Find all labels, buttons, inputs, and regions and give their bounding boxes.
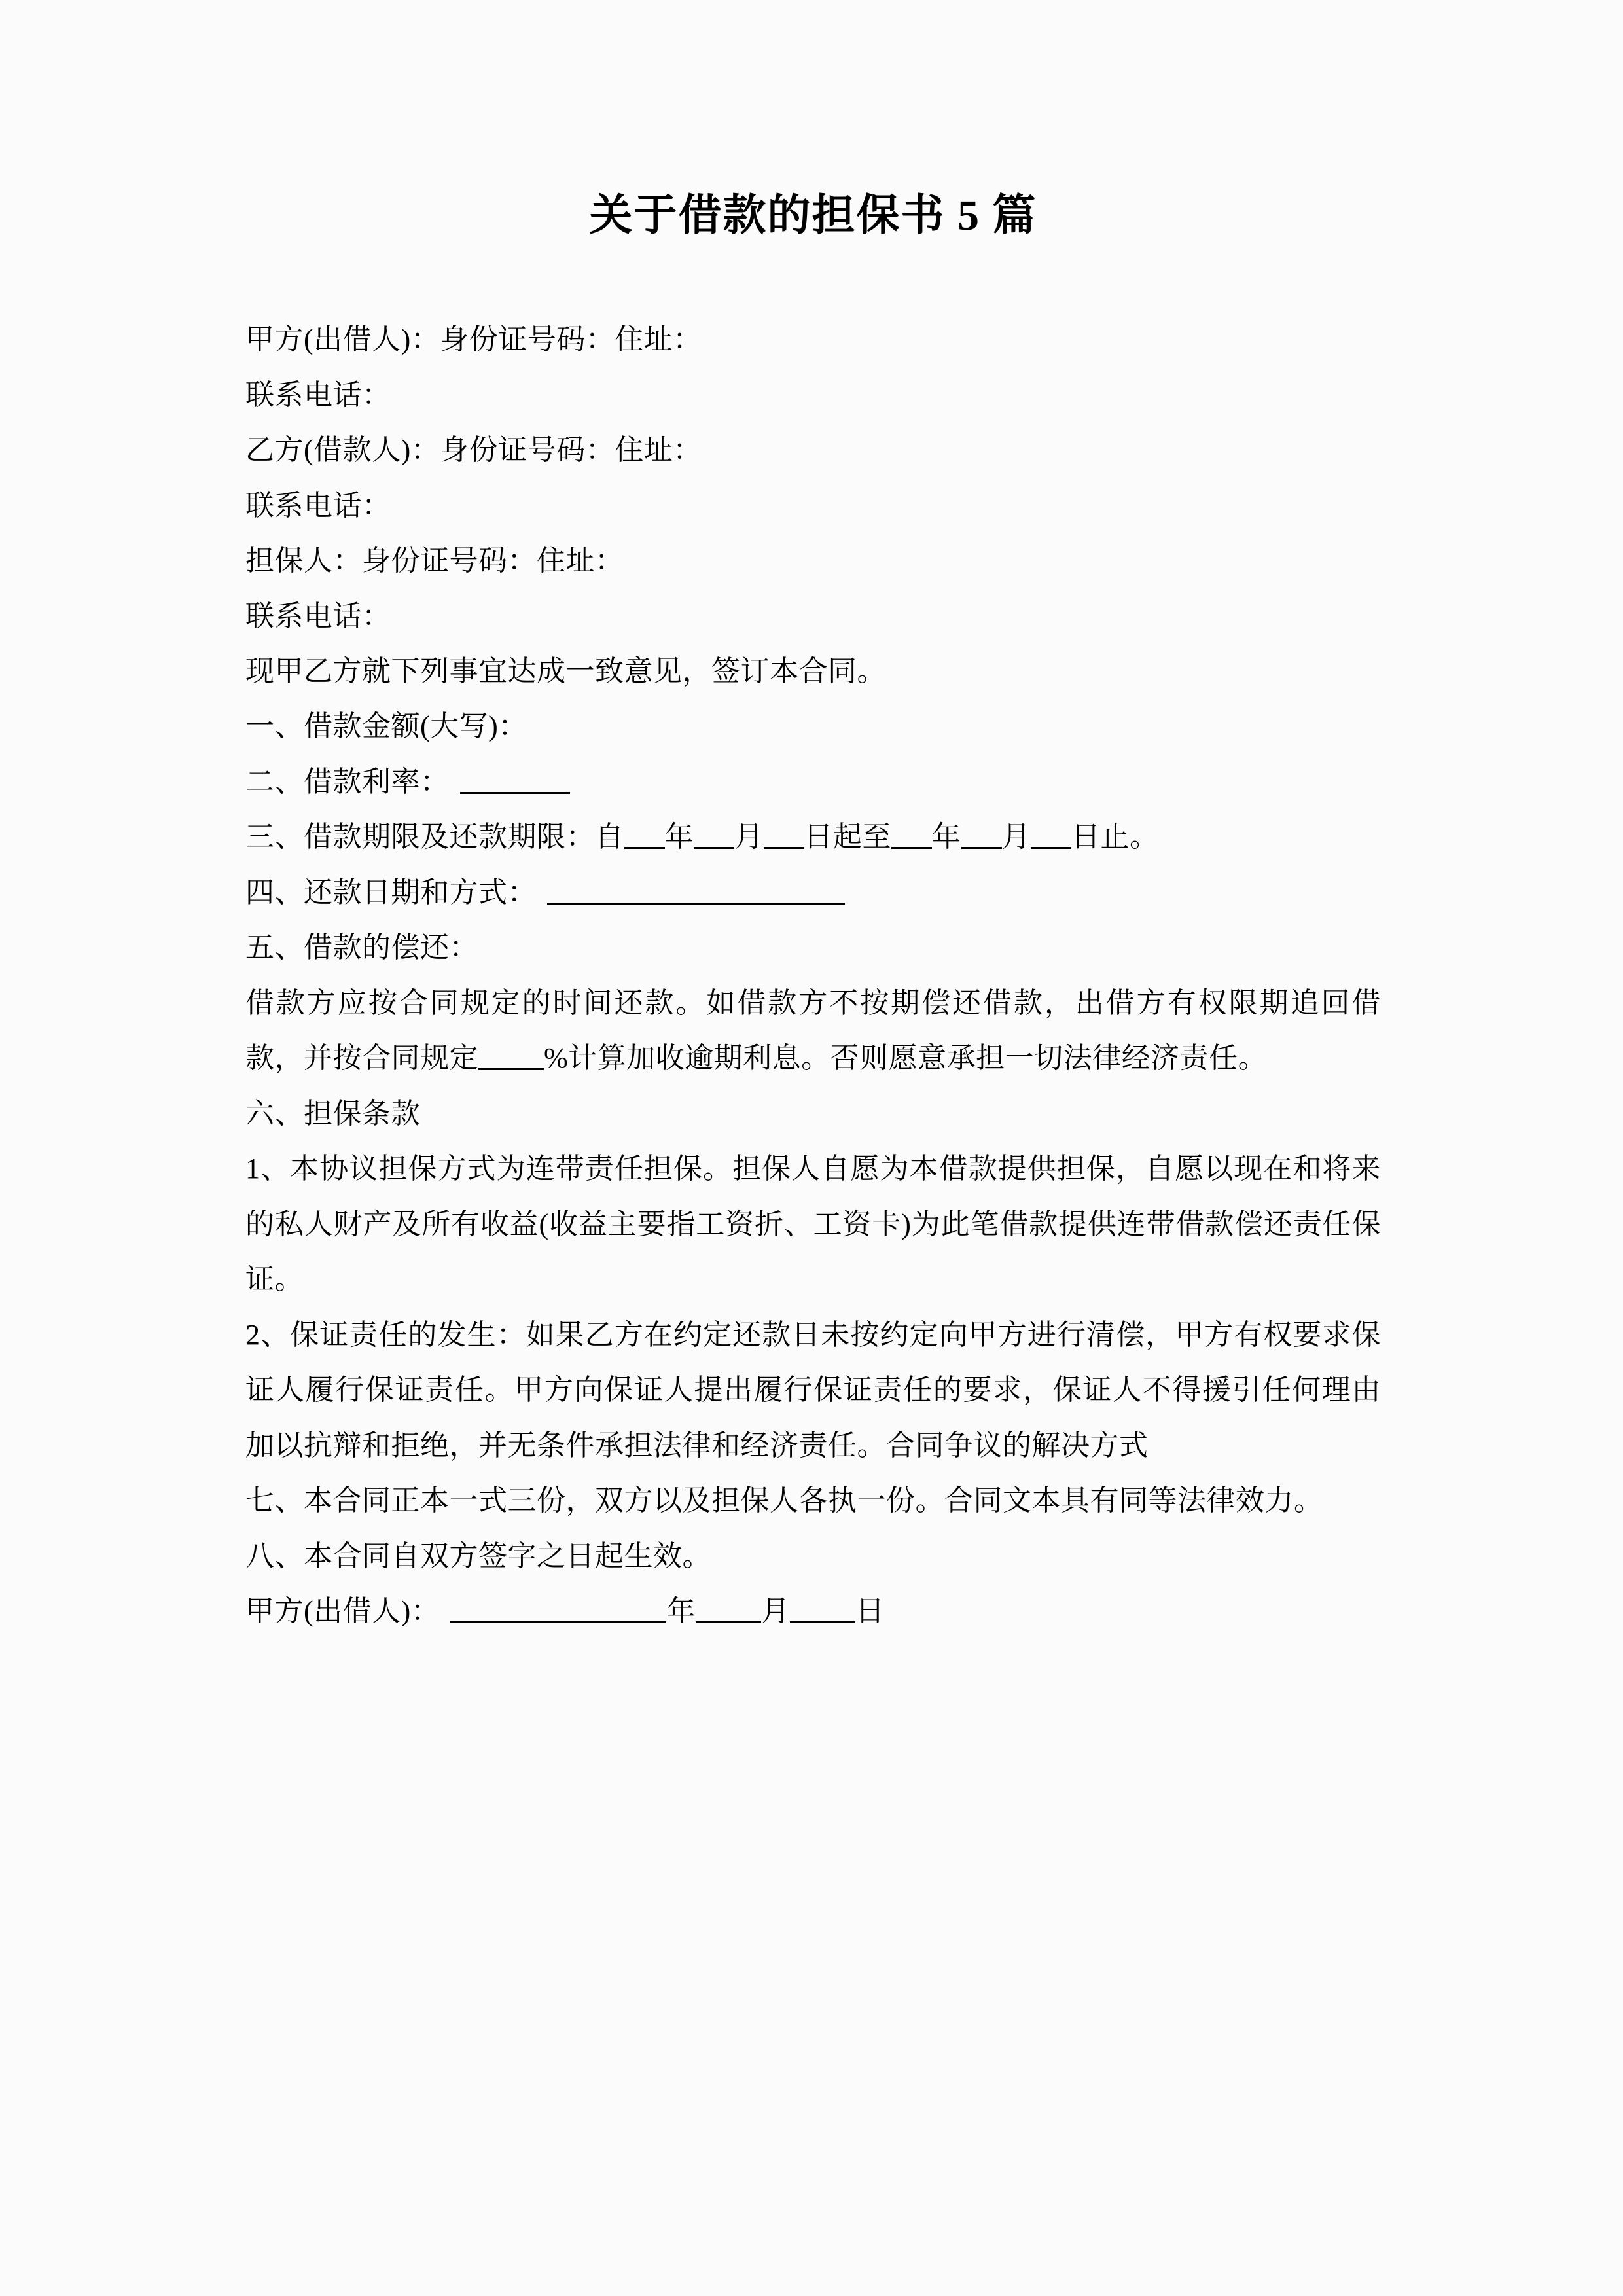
signature-line bbox=[245, 1584, 1381, 1639]
start-year-unit: 年 bbox=[664, 821, 694, 853]
signature-name-blank[interactable] bbox=[450, 1621, 666, 1623]
clause-7-copies: 七、本合同正本一式三份，双方以及担保人各执一份。合同文本具有同等法律效力。 bbox=[245, 1484, 1323, 1517]
end-month-blank[interactable] bbox=[961, 847, 1002, 849]
party-a-line: 甲方(出借人)：身份证号码：住址： bbox=[245, 323, 702, 356]
clause-6-item-2: 2、保证责任的发生：如果乙方在约定还款日未按约定向甲方进行清偿，甲方有权要求保证人履行保证责任。甲方向保证人提出履行保证责任的要求，保证人不得援引任何理由加以抗辩和拒绝，并无条件承担法律和经济责任。合同争议的解决方式 bbox=[245, 1318, 1381, 1462]
signature-month-blank[interactable] bbox=[790, 1621, 855, 1623]
party-b-line: 乙方(借款人)：身份证号码：住址： bbox=[245, 434, 702, 467]
document-body bbox=[245, 312, 1381, 1639]
start-day-blank[interactable] bbox=[764, 847, 804, 849]
clause-3-label: 三、借款期限及还款期限：自 bbox=[245, 821, 624, 853]
clause-8-effective-date: 八、本合同自双方签字之日起生效。 bbox=[245, 1539, 711, 1572]
signature-year-unit: 年 bbox=[666, 1594, 696, 1627]
guarantor-line: 担保人：身份证号码：住址： bbox=[245, 545, 624, 577]
signature-label: 甲方(出借人)： bbox=[245, 1594, 440, 1627]
overdue-interest-rate-blank[interactable] bbox=[478, 1068, 544, 1070]
end-day-unit: 日止。 bbox=[1071, 821, 1159, 853]
clause-6-item-1: 1、本协议担保方式为连带责任担保。担保人自愿为本借款提供担保，自愿以现在和将来的私人财产及所有收益(收益主要指工资折、工资卡)为此笔借款提供连带借款偿还责任保证。 bbox=[245, 1153, 1381, 1296]
end-year-blank[interactable] bbox=[891, 847, 932, 849]
repayment-paragraph bbox=[245, 976, 1381, 1086]
page-title: 关于借款的担保书 5 篇 bbox=[589, 192, 1037, 240]
start-month-blank[interactable] bbox=[694, 847, 734, 849]
agreement-intro-line: 现甲乙方就下列事宜达成一致意见，签订本合同。 bbox=[245, 655, 886, 687]
party-a-phone-line: 联系电话： bbox=[245, 378, 391, 411]
signature-month-unit: 月 bbox=[760, 1594, 791, 1627]
end-day-blank[interactable] bbox=[1031, 847, 1071, 849]
interest-rate-blank[interactable] bbox=[460, 792, 570, 794]
start-month-unit: 月 bbox=[734, 821, 764, 853]
signature-day-unit: 日 bbox=[855, 1594, 885, 1627]
repayment-text-part-2: %计算加收逾期利息。否则愿意承担一切法律经济责任。 bbox=[544, 1042, 1268, 1075]
end-month-unit: 月 bbox=[1001, 821, 1031, 853]
clause-2-label: 二、借款利率： bbox=[245, 765, 450, 798]
end-year-unit: 年 bbox=[932, 821, 961, 853]
start-year-blank[interactable] bbox=[624, 847, 665, 849]
clause-5-heading: 五、借款的偿还： bbox=[245, 931, 478, 964]
document-content bbox=[245, 0, 1381, 1639]
signature-year-blank[interactable] bbox=[696, 1621, 761, 1623]
start-day-unit: 日起至 bbox=[804, 821, 891, 853]
clause-1-loan-amount: 一、借款金额(大写)： bbox=[245, 710, 527, 743]
clause-4-repayment-method bbox=[245, 865, 1381, 920]
clause-3-loan-term bbox=[245, 810, 1381, 865]
clause-6-heading: 六、担保条款 bbox=[245, 1097, 420, 1130]
clause-4-label: 四、还款日期和方式： bbox=[245, 876, 537, 908]
guarantor-phone-line: 联系电话： bbox=[245, 600, 391, 632]
clause-2-interest-rate bbox=[245, 755, 1381, 810]
repayment-text-part-1: 借款方应按合同规定的时间还款。如借款方不按期偿还借款，出借方有权限期追回借款，并按合同规定 bbox=[245, 986, 1381, 1075]
repayment-method-blank[interactable] bbox=[547, 903, 845, 905]
party-b-phone-line: 联系电话： bbox=[245, 489, 391, 522]
